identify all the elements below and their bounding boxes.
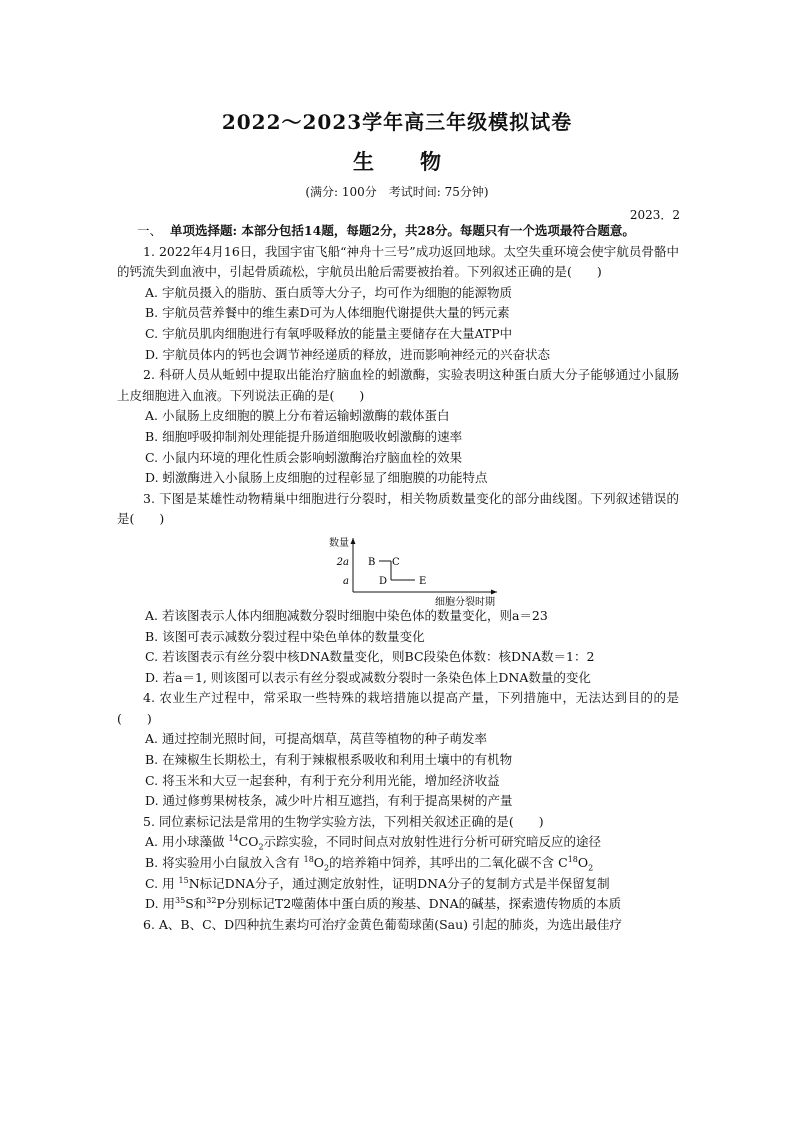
y-axis-label: 数量 <box>329 537 349 549</box>
question-5-option-b: B. 将实验用小白鼠放入含有 $^{18}O_2$的培养箱中饲养，其呼出的二氧化碳不含 $C^{18}O_2$ <box>145 854 594 873</box>
question-5-option-a: A. 用小球藻做 $^{14}CO_2$示踪实验，不同时间点对放射性进行分析可研究暗反应的途径 <box>145 834 602 852</box>
question-2-option-b: B. 细胞呼吸抑制剂处理能提升肠道细胞吸收蚓激酶的速率 <box>145 428 463 444</box>
question-5-option-c: C. 用 $^{15}$N标记DNA分子，通过测定放射性，证明DNA分子的复制方式是半保留复制 <box>145 875 610 891</box>
exam-content <box>117 221 679 935</box>
exam-date: 2023．2 <box>629 208 680 222</box>
section-heading <box>117 221 679 242</box>
question-1-option-b: B. 宇航员营养餐中的维生素D可为人体细胞代谢提供大量的钙元素 <box>145 305 510 321</box>
question-3-figure <box>117 530 679 606</box>
x-axis-label: 细胞分裂时期 <box>435 596 495 606</box>
x-axis-arrow <box>491 589 497 594</box>
question-2-stem: 2. 科研人员从蚯蚓中提取出能治疗脑血栓的蚓激酶，实验表明这种蛋白质大分子能够通过小鼠肠上皮细胞进入血液。下列说法正确的是( ) <box>117 367 679 403</box>
question-4-option-a: A. 通过控制光照时间，可提高烟草，莴苣等植物的种子萌发率 <box>145 731 487 747</box>
y-axis-arrow <box>351 538 356 544</box>
question-1-option-d: D. 宇航员体内的钙也会调节神经递质的释放，进而影响神经元的兴奋状态 <box>145 346 551 362</box>
y-tick-label: a <box>343 575 349 587</box>
question-3-option-b: B. 该图可表示减数分裂过程中染色单体的数量变化 <box>145 628 425 644</box>
question-3-option-d: D. 若a＝1, 则该图可以表示有丝分裂或减数分裂时一条染色体上DNA数量的变化 <box>145 669 591 685</box>
y-tick-label: 2a <box>336 556 349 568</box>
question-5-option-d: D. 用$^{35}$S和$^{32}$P分别标记T2噬菌体中蛋白质的羧基、DNA的碱基，探索遗传物质的本质 <box>145 896 622 912</box>
question-1-option-a: A. 宇航员摄入的脂肪、蛋白质等大分子，均可作为细胞的能源物质 <box>145 284 512 300</box>
point-label-b: B <box>368 556 376 568</box>
point-label-d: D <box>379 575 388 587</box>
question-2-option-d: D. 蚓激酶进入小鼠肠上皮细胞的过程彰显了细胞膜的功能特点 <box>145 470 488 486</box>
exam-title: 2022～2023学年高三年级模拟试卷 <box>221 110 573 134</box>
question-6-stem: 6. A、B、C、D四种抗生素均可治疗金黄色葡萄球菌(Sau) 引起的肺炎，为选出最佳疗 <box>143 916 622 932</box>
division-curve-chart <box>117 530 679 606</box>
question-4-option-d: D. 通过修剪果树枝条，减少叶片相互遮挡，有利于提高果树的产量 <box>145 793 513 809</box>
point-label-e: E <box>419 575 427 587</box>
question-3-option-c: C. 若该图表示有丝分裂中核DNA数量变化，则BC段染色体数：核DNA数＝1：2 <box>145 649 595 665</box>
question-3-option-a: A. 若该图表示人体内细胞减数分裂时细胞中染色体的数量变化，则a＝23 <box>145 607 548 623</box>
question-1-option-c: C. 宇航员肌肉细胞进行有氧呼吸释放的能量主要储存在大量ATP中 <box>145 325 513 341</box>
question-4-stem: 4. 农业生产过程中，常采取一些特殊的栽培措施以提高产量，下列措施中，无法达到目的的是( ) <box>117 690 679 726</box>
question-3-stem: 3. 下图是某雄性动物精巢中细胞进行分裂时，相关物质数量变化的部分曲线图。下列叙述错误的是( ) <box>117 490 679 527</box>
section-number: 一、 <box>137 223 163 238</box>
subject-title: 生物 <box>353 149 487 174</box>
question-1-stem: 1. 2022年4月16日，我国宇宙飞船“神舟十三号”成功返回地球。太空失重环境会使宇航员骨骼中的钙流失到血液中，引起骨质疏松，宇航员出舱后需要被抬着。下列叙述正确的是( ) <box>117 243 679 280</box>
question-2-option-c: C. 小鼠内环境的理化性质会影响蚓激酶治疗脑血栓的效果 <box>145 449 463 465</box>
point-label-c: C <box>392 556 400 568</box>
question-4-option-c: C. 将玉米和大豆一起套种，有利于充分利用光能，增加经济收益 <box>145 772 500 788</box>
question-5-stem: 5. 同位素标记法是常用的生物学实验方法，下列相关叙述正确的是( ) <box>143 813 544 829</box>
question-2-option-a: A. 小鼠肠上皮细胞的膜上分布着运输蚓激酶的载体蛋白 <box>145 408 450 424</box>
exam-meta: (满分: 100分 考试时间: 75分钟) <box>305 185 489 199</box>
section-instructions: 单项选择题: 本部分包括14题，每题2分，共28分。每题只有一个选项最符合题意。 <box>169 223 635 238</box>
question-4-option-b: B. 在辣椒生长期松土，有利于辣椒根系吸收和利用土壤中的有机物 <box>145 752 513 768</box>
